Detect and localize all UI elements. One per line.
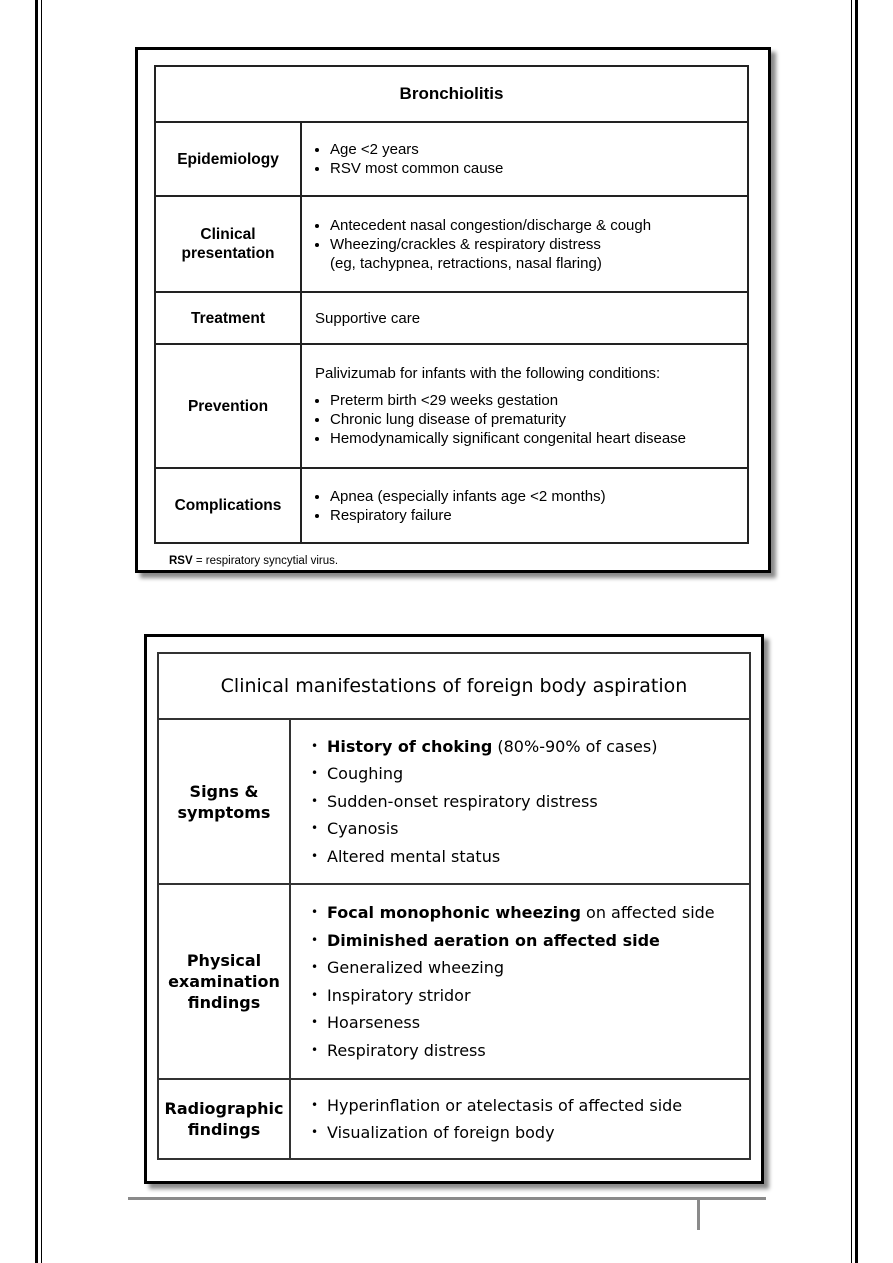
table-row xyxy=(155,122,748,196)
table-title-row xyxy=(158,653,750,719)
row-content-treatment: Supportive care xyxy=(301,292,748,344)
row-content-physical-examination xyxy=(290,884,750,1079)
list-item: • Wheezing/crackles & respiratory distress xyxy=(330,235,737,254)
table-row xyxy=(158,1079,750,1159)
list-item xyxy=(327,733,741,761)
footer-rule xyxy=(128,1197,766,1200)
table-row xyxy=(158,884,750,1079)
row-content-prevention xyxy=(301,344,748,468)
footnote-abbreviation: RSV xyxy=(169,555,193,567)
row-label-prevention: Prevention xyxy=(155,344,301,468)
label-line: examination xyxy=(168,972,280,991)
list-item: • Sudden-onset respiratory distress xyxy=(327,788,741,816)
table-row xyxy=(155,344,748,468)
list-item-subtext: (eg, tachypnea, retractions, nasal flaring) xyxy=(330,254,602,272)
label-line: findings xyxy=(187,1120,261,1139)
row-content-complications xyxy=(301,468,748,543)
list-item: • Chronic lung disease of prematurity xyxy=(330,410,737,429)
list-item xyxy=(327,899,741,927)
table-title: Bronchiolitis xyxy=(155,66,748,122)
list-item xyxy=(327,927,741,955)
list-item: • Visualization of foreign body xyxy=(327,1119,741,1147)
list-item: • Apnea (especially infants age <2 months) xyxy=(330,487,737,506)
list-item: • RSV most common cause xyxy=(330,159,737,178)
row-content-clinical-presentation xyxy=(301,196,748,292)
list-item: • Hyperinflation or atelectasis of affected side xyxy=(327,1092,741,1120)
label-line: findings xyxy=(187,993,261,1012)
page-border-right-inner xyxy=(851,0,852,1263)
page-border-left-inner xyxy=(41,0,42,1263)
list-item: • Inspiratory stridor xyxy=(327,982,741,1010)
row-content-radiographic-findings xyxy=(290,1079,750,1159)
row-content-epidemiology xyxy=(301,122,748,196)
row-label-treatment: Treatment xyxy=(155,292,301,344)
list-item: • Generalized wheezing xyxy=(327,954,741,982)
list-item: • Altered mental status xyxy=(327,843,741,871)
table-row xyxy=(155,292,748,344)
row-label-radiographic-findings xyxy=(158,1079,290,1159)
row-label-physical-examination xyxy=(158,884,290,1079)
emphasis-text: Diminished aeration on affected side xyxy=(327,930,660,950)
list-item-text: on affected side xyxy=(580,903,715,922)
list-item: • Preterm birth <29 weeks gestation xyxy=(330,391,737,410)
bronchiolitis-table xyxy=(154,65,749,544)
page-border-left-outer xyxy=(35,0,38,1263)
row-label-epidemiology: Epidemiology xyxy=(155,122,301,196)
prevention-intro: Palivizumab for infants with the following conditions: xyxy=(315,365,661,382)
table-row xyxy=(158,719,750,884)
list-item: • Hemodynamically significant congenital heart disease xyxy=(330,429,737,448)
label-line: presentation xyxy=(181,245,275,262)
foreign-body-table xyxy=(157,652,751,1160)
label-line: Radiographic xyxy=(164,1099,284,1118)
label-line: Physical xyxy=(186,951,262,970)
emphasis-text: History of choking xyxy=(327,736,493,756)
list-item: • Antecedent nasal congestion/discharge & cough xyxy=(330,216,737,235)
row-content-signs-symptoms xyxy=(290,719,750,884)
footnote-text: = respiratory syncytial virus. xyxy=(192,555,339,567)
footer-page-marker xyxy=(697,1200,700,1230)
foreign-body-figure xyxy=(144,634,764,1184)
table-title-row xyxy=(155,66,748,122)
list-item-text: (80%-90% of cases) xyxy=(492,736,658,756)
table-row xyxy=(155,468,748,543)
list-item: • Cyanosis xyxy=(327,815,741,843)
row-label-signs-symptoms xyxy=(158,719,290,884)
table-footnote xyxy=(169,555,338,567)
list-item: • Respiratory failure xyxy=(330,506,737,525)
row-label-complications: Complications xyxy=(155,468,301,543)
label-line: Clinical xyxy=(200,226,256,243)
table-row xyxy=(155,196,748,292)
page-border-right-outer xyxy=(855,0,858,1263)
label-line: symptoms xyxy=(177,802,271,822)
list-item: • Age <2 years xyxy=(330,140,737,159)
bronchiolitis-figure xyxy=(135,47,771,573)
table-title: Clinical manifestations of foreign body aspiration xyxy=(158,653,750,719)
emphasis-text: Focal monophonic wheezing xyxy=(327,903,581,922)
label-line: Signs & xyxy=(189,781,259,801)
row-label-clinical-presentation xyxy=(155,196,301,292)
list-item: • Hoarseness xyxy=(327,1009,741,1037)
list-item: • Coughing xyxy=(327,760,741,788)
list-item: • Respiratory distress xyxy=(327,1037,741,1065)
